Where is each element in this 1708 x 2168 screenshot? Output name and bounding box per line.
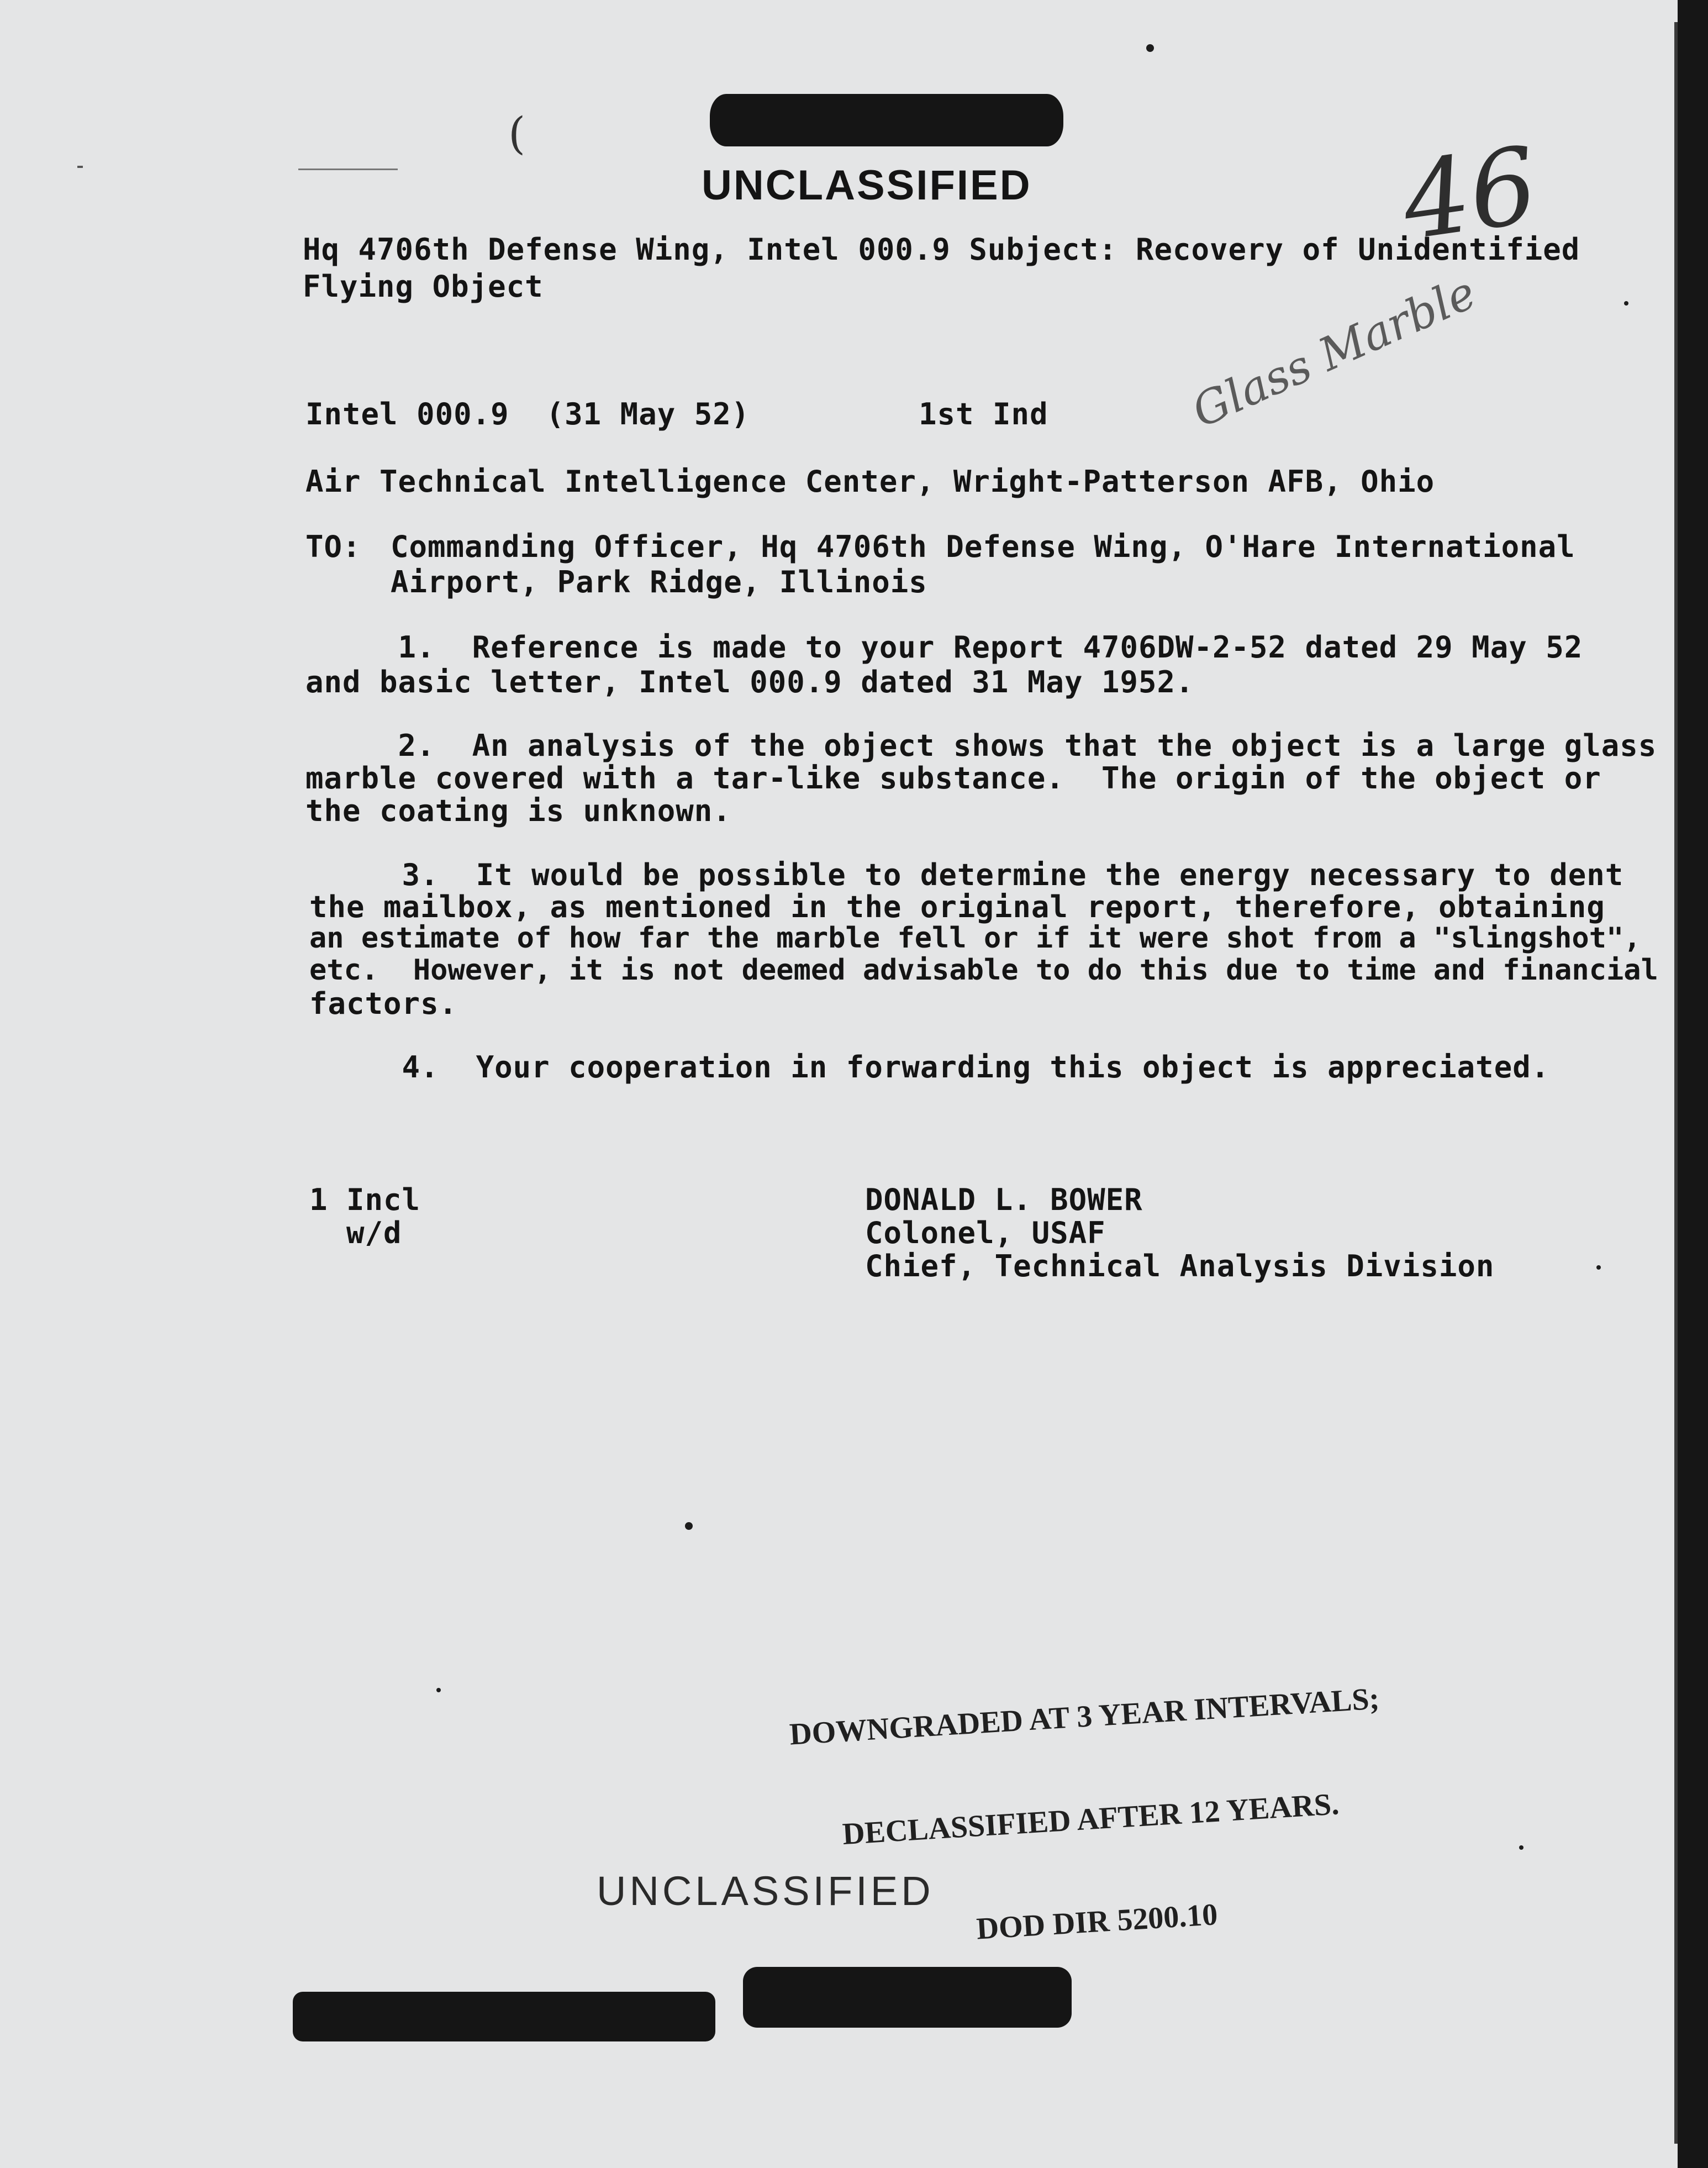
signature-title: Chief, Technical Analysis Division (865, 1249, 1495, 1283)
redaction-bar-top (710, 94, 1063, 146)
scan-speck (685, 1522, 693, 1530)
scan-speck (436, 1688, 441, 1692)
intel-reference: Intel 000.9 (31 May 52) (305, 397, 750, 432)
classification-stamp-top: UNCLASSIFIED (702, 162, 1032, 209)
downgrade-stamp (784, 1613, 1395, 1991)
scan-edge (1678, 0, 1708, 2168)
downgrade-stamp-line-2: DECLASSIFIED AFTER 12 YEARS. (841, 1787, 1340, 1852)
downgrade-stamp-line-1: DOWNGRADED AT 3 YEAR INTERVALS; (788, 1681, 1380, 1752)
redaction-bar-bottom-right (743, 1967, 1072, 2028)
handwritten-margin-note: Glass Marble (1184, 266, 1484, 438)
paragraph-4-line-1: 4. Your cooperation in forwarding this object is appreciated. (309, 1050, 1550, 1085)
scan-speck (1624, 301, 1628, 306)
paragraph-3-line-2: the mailbox, as mentioned in the original report, therefore, obtaining (309, 890, 1605, 924)
scan-speck (1596, 1265, 1601, 1270)
signature-name: DONALD L. BOWER (865, 1182, 1143, 1217)
paragraph-1-line-2: and basic letter, Intel 000.9 dated 31 May 1952. (305, 665, 1194, 699)
handwritten-page-number: 46 (1395, 124, 1544, 264)
redaction-bar-bottom-left (293, 1992, 715, 2041)
to-label: TO: (305, 529, 361, 564)
paragraph-3-line-5: factors. (309, 986, 458, 1021)
paragraph-2-line-2: marble covered with a tar-like substance. The origin of the object or (305, 761, 1601, 796)
scan-speck (298, 169, 398, 170)
header-line-2: Flying Object (303, 269, 544, 304)
header-line-1: Hq 4706th Defense Wing, Intel 000.9 Subject: Recovery of Unidentified (303, 232, 1580, 267)
from-line: Air Technical Intelligence Center, Wright-Patterson AFB, Ohio (305, 464, 1435, 499)
scan-speck (1146, 44, 1154, 52)
to-line-2: Airport, Park Ridge, Illinois (391, 565, 927, 599)
to-line-1: Commanding Officer, Hq 4706th Defense Wing, O'Hare International (391, 529, 1575, 564)
paragraph-1-line-1: 1. Reference is made to your Report 4706DW-2-52 dated 29 May 52 (305, 630, 1583, 665)
scan-edge-line (1674, 22, 1678, 2144)
scan-bracket-mark: ( (508, 108, 526, 159)
paragraph-3-line-3: an estimate of how far the marble fell or if it were shot from a "slingshot", (309, 922, 1641, 955)
enclosure-line-2: w/d (309, 1215, 402, 1250)
signature-rank: Colonel, USAF (865, 1215, 1106, 1250)
paragraph-2-line-1: 2. An analysis of the object shows that the object is a large glass (305, 728, 1657, 763)
paragraph-3-line-1: 3. It would be possible to determine the energy necessary to dent (309, 857, 1624, 892)
paragraph-3-line-4: etc. However, it is not deemed advisable to do this due to time and financial (309, 954, 1658, 987)
classification-stamp-bottom: UNCLASSIFIED (597, 1868, 934, 1914)
scan-speck (77, 166, 83, 168)
enclosure-line-1: 1 Incl (309, 1182, 421, 1217)
scan-speck (1519, 1845, 1524, 1850)
paragraph-2-line-3: the coating is unknown. (305, 793, 731, 828)
downgrade-stamp-line-3: DOD DIR 5200.10 (975, 1897, 1219, 1946)
indorsement-number: 1st Ind (919, 397, 1048, 432)
